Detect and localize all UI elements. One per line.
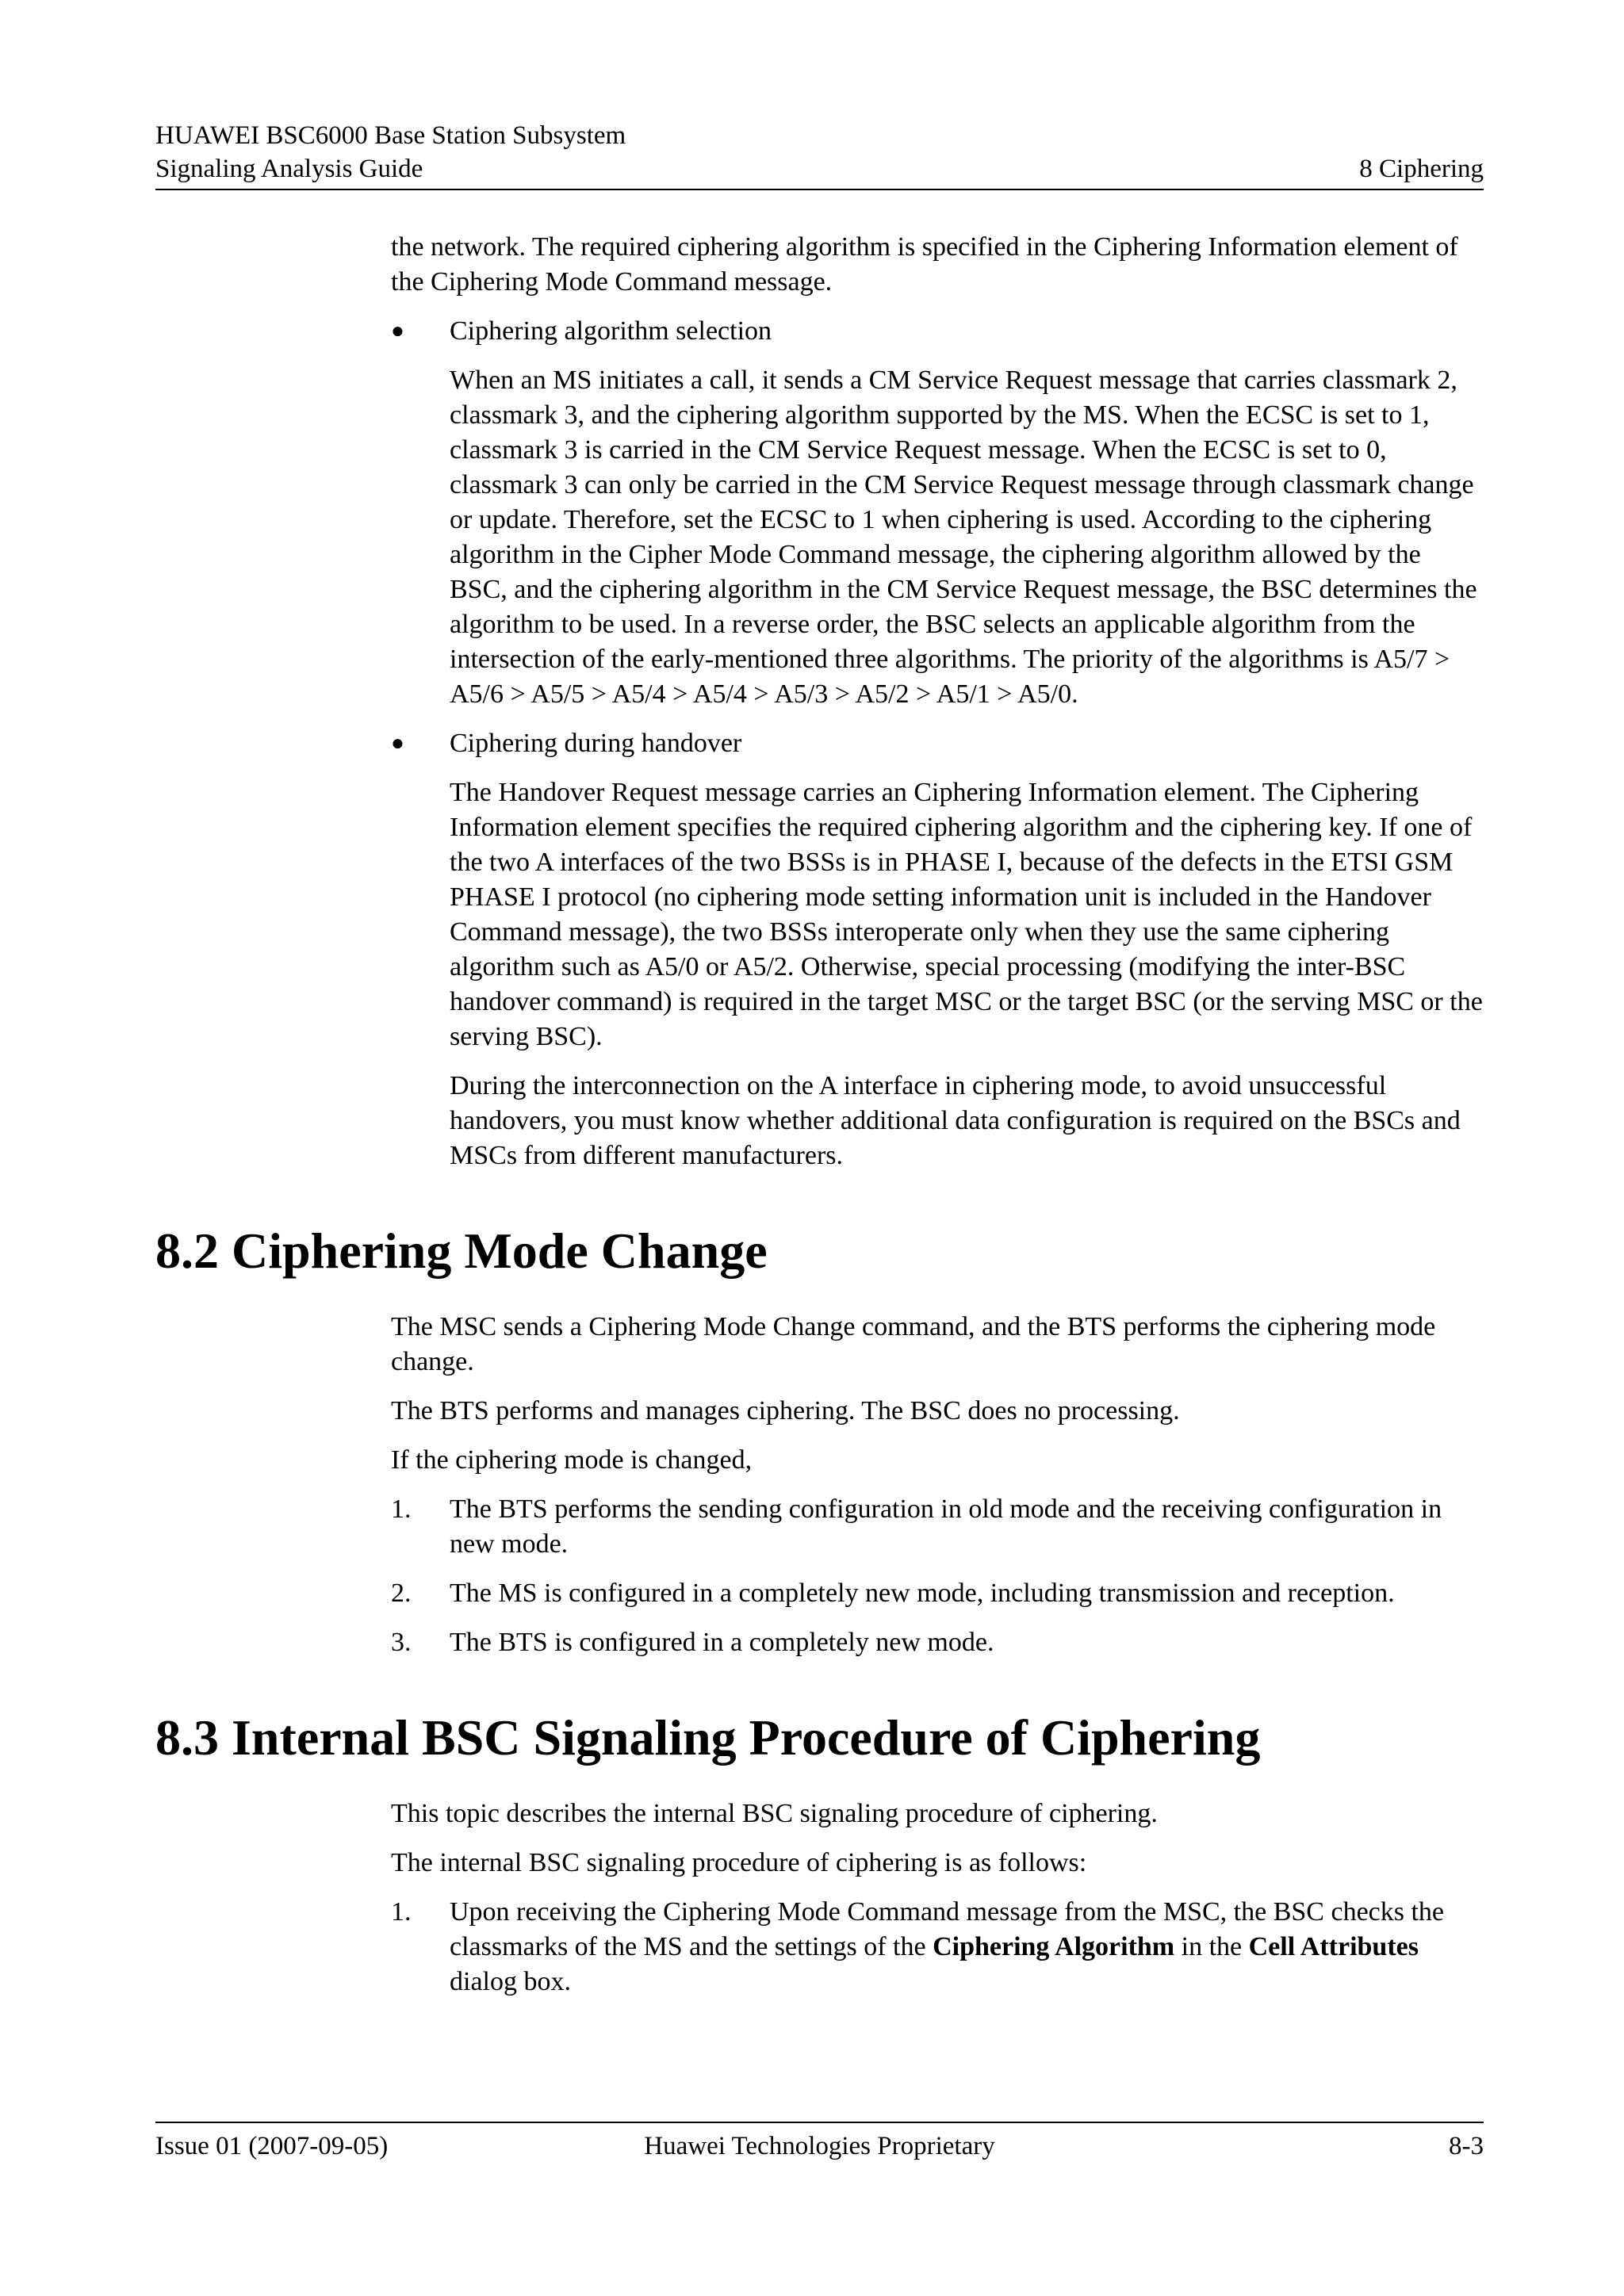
section-heading-8-3: 8.3 Internal BSC Signaling Procedure of Ciphering [155, 1709, 1261, 1766]
bullet-paragraph: During the interconnection on the A interface in ciphering mode, to avoid unsuccessful handovers, you must know whether additional data configuration is required on the BSCs and MSCs from different manufacturers. [450, 1071, 1461, 1170]
footer-proprietary: Huawei Technologies Proprietary [644, 2132, 995, 2160]
list-item-text-part: Upon receiving the Ciphering Mode Command message from the MSC, the BSC checks the classmarks of the MS and the settings of the [450, 1897, 1445, 1961]
list-item-text: The BTS is configured in a completely new mode. [450, 1628, 994, 1657]
bullet-dot-icon: ● [391, 731, 404, 756]
list-number: 1. [391, 1897, 412, 1927]
bullet-item [391, 726, 1484, 761]
bullet-paragraph: The Handover Request message carries an Ciphering Information element. The Ciphering Information element specifies the required ciphering algorithm and the ciphering key. If one of the two A interfaces of the two BSSs is in PHASE I, because of the defects in the ETSI GSM PHASE I protocol (no ciphering mode setting information unit is included in the Handover Command message), the two BSSs interoperate only when they use the same ciphering algorithm such as A5/0 or A5/2. Otherwise, special processing (modifying the inter-BSC handover command) is required in the target MSC or the target BSC (or the serving MSC or the serving BSC). [450, 778, 1483, 1051]
intro-continuation: the network. The required ciphering algorithm is specified in the Ciphering Information element of the Ciphering Mode Command message. [391, 232, 1458, 297]
section-8-3-body [391, 1797, 1484, 1881]
list-number: 3. [391, 1628, 412, 1657]
list-item-text: The BTS performs the sending configuration in old mode and the receiving configuration in new mode. [450, 1494, 1442, 1559]
list-number: 2. [391, 1578, 412, 1608]
list-item-text: The MS is configured in a completely new mode, including transmission and reception. [450, 1578, 1395, 1608]
list-item [391, 1895, 1484, 1999]
bullet-body [450, 363, 1484, 712]
header-product-title: HUAWEI BSC6000 Base Station Subsystem [155, 121, 626, 150]
bullet-title: Ciphering algorithm selection [450, 316, 772, 346]
section-paragraph: This topic describes the internal BSC signaling procedure of ciphering. [391, 1799, 1158, 1828]
header-chapter-title: 8 Ciphering [1359, 155, 1484, 183]
list-item-text-part: dialog box. [450, 1967, 571, 1996]
section-8-2-body [391, 1310, 1484, 1478]
list-item [391, 1492, 1484, 1562]
section-heading-8-2: 8.2 Ciphering Mode Change [155, 1223, 768, 1279]
bullet-title: Ciphering during handover [450, 729, 742, 758]
ui-term-ciphering-algorithm: Ciphering Algorithm [933, 1932, 1175, 1961]
section-paragraph: The BTS performs and manages ciphering. The BSC does no processing. [391, 1396, 1180, 1425]
list-item [391, 1576, 1484, 1611]
bullet-item [391, 314, 1484, 349]
page-footer [155, 2122, 1484, 2163]
footer-issue: Issue 01 (2007-09-05) [155, 2132, 389, 2160]
list-item [391, 1625, 1484, 1660]
bullet-dot-icon: ● [391, 319, 404, 343]
header-guide-title: Signaling Analysis Guide [155, 155, 423, 183]
section-paragraph: The internal BSC signaling procedure of ciphering is as follows: [391, 1848, 1087, 1877]
steps-list-8-2 [391, 1492, 1484, 1660]
bullet-paragraph: When an MS initiates a call, it sends a CM Service Request message that carries classmark 2, classmark 3, and the ciphering algorithm supported by the MS. When the ECSC is set to 1, classmark 3 is carried in the CM Service Request message. When the ECSC is set to 0, classmark 3 can only be carried in the CM Service Request message through classmark change or update. Therefore, set the ECSC to 1 when ciphering is used. According to the ciphering algorithm in the Cipher Mode Command message, the ciphering algorithm allowed by the BSC, and the ciphering algorithm in the CM Service Request message, the BSC determines the algorithm to be used. In a reverse order, the BSC selects an applicable algorithm from the intersection of the early-mentioned three algorithms. The priority of the algorithms is A5/7 > A5/6 > A5/5 > A5/4 > A5/4 > A5/3 > A5/2 > A5/1 > A5/0. [450, 365, 1477, 709]
list-item-text [450, 1897, 1444, 1996]
page-content [155, 230, 1484, 2014]
list-number: 1. [391, 1494, 412, 1524]
section-paragraph: The MSC sends a Ciphering Mode Change command, and the BTS performs the ciphering mode change. [391, 1312, 1436, 1376]
ui-term-cell-attributes: Cell Attributes [1248, 1932, 1419, 1961]
page-header [155, 119, 1484, 190]
bullet-body [450, 775, 1484, 1173]
footer-page-number: 8-3 [1449, 2132, 1484, 2160]
list-item-text-part: in the [1174, 1932, 1249, 1961]
steps-list-8-3 [391, 1895, 1484, 1999]
section-paragraph: If the ciphering mode is changed, [391, 1445, 753, 1475]
